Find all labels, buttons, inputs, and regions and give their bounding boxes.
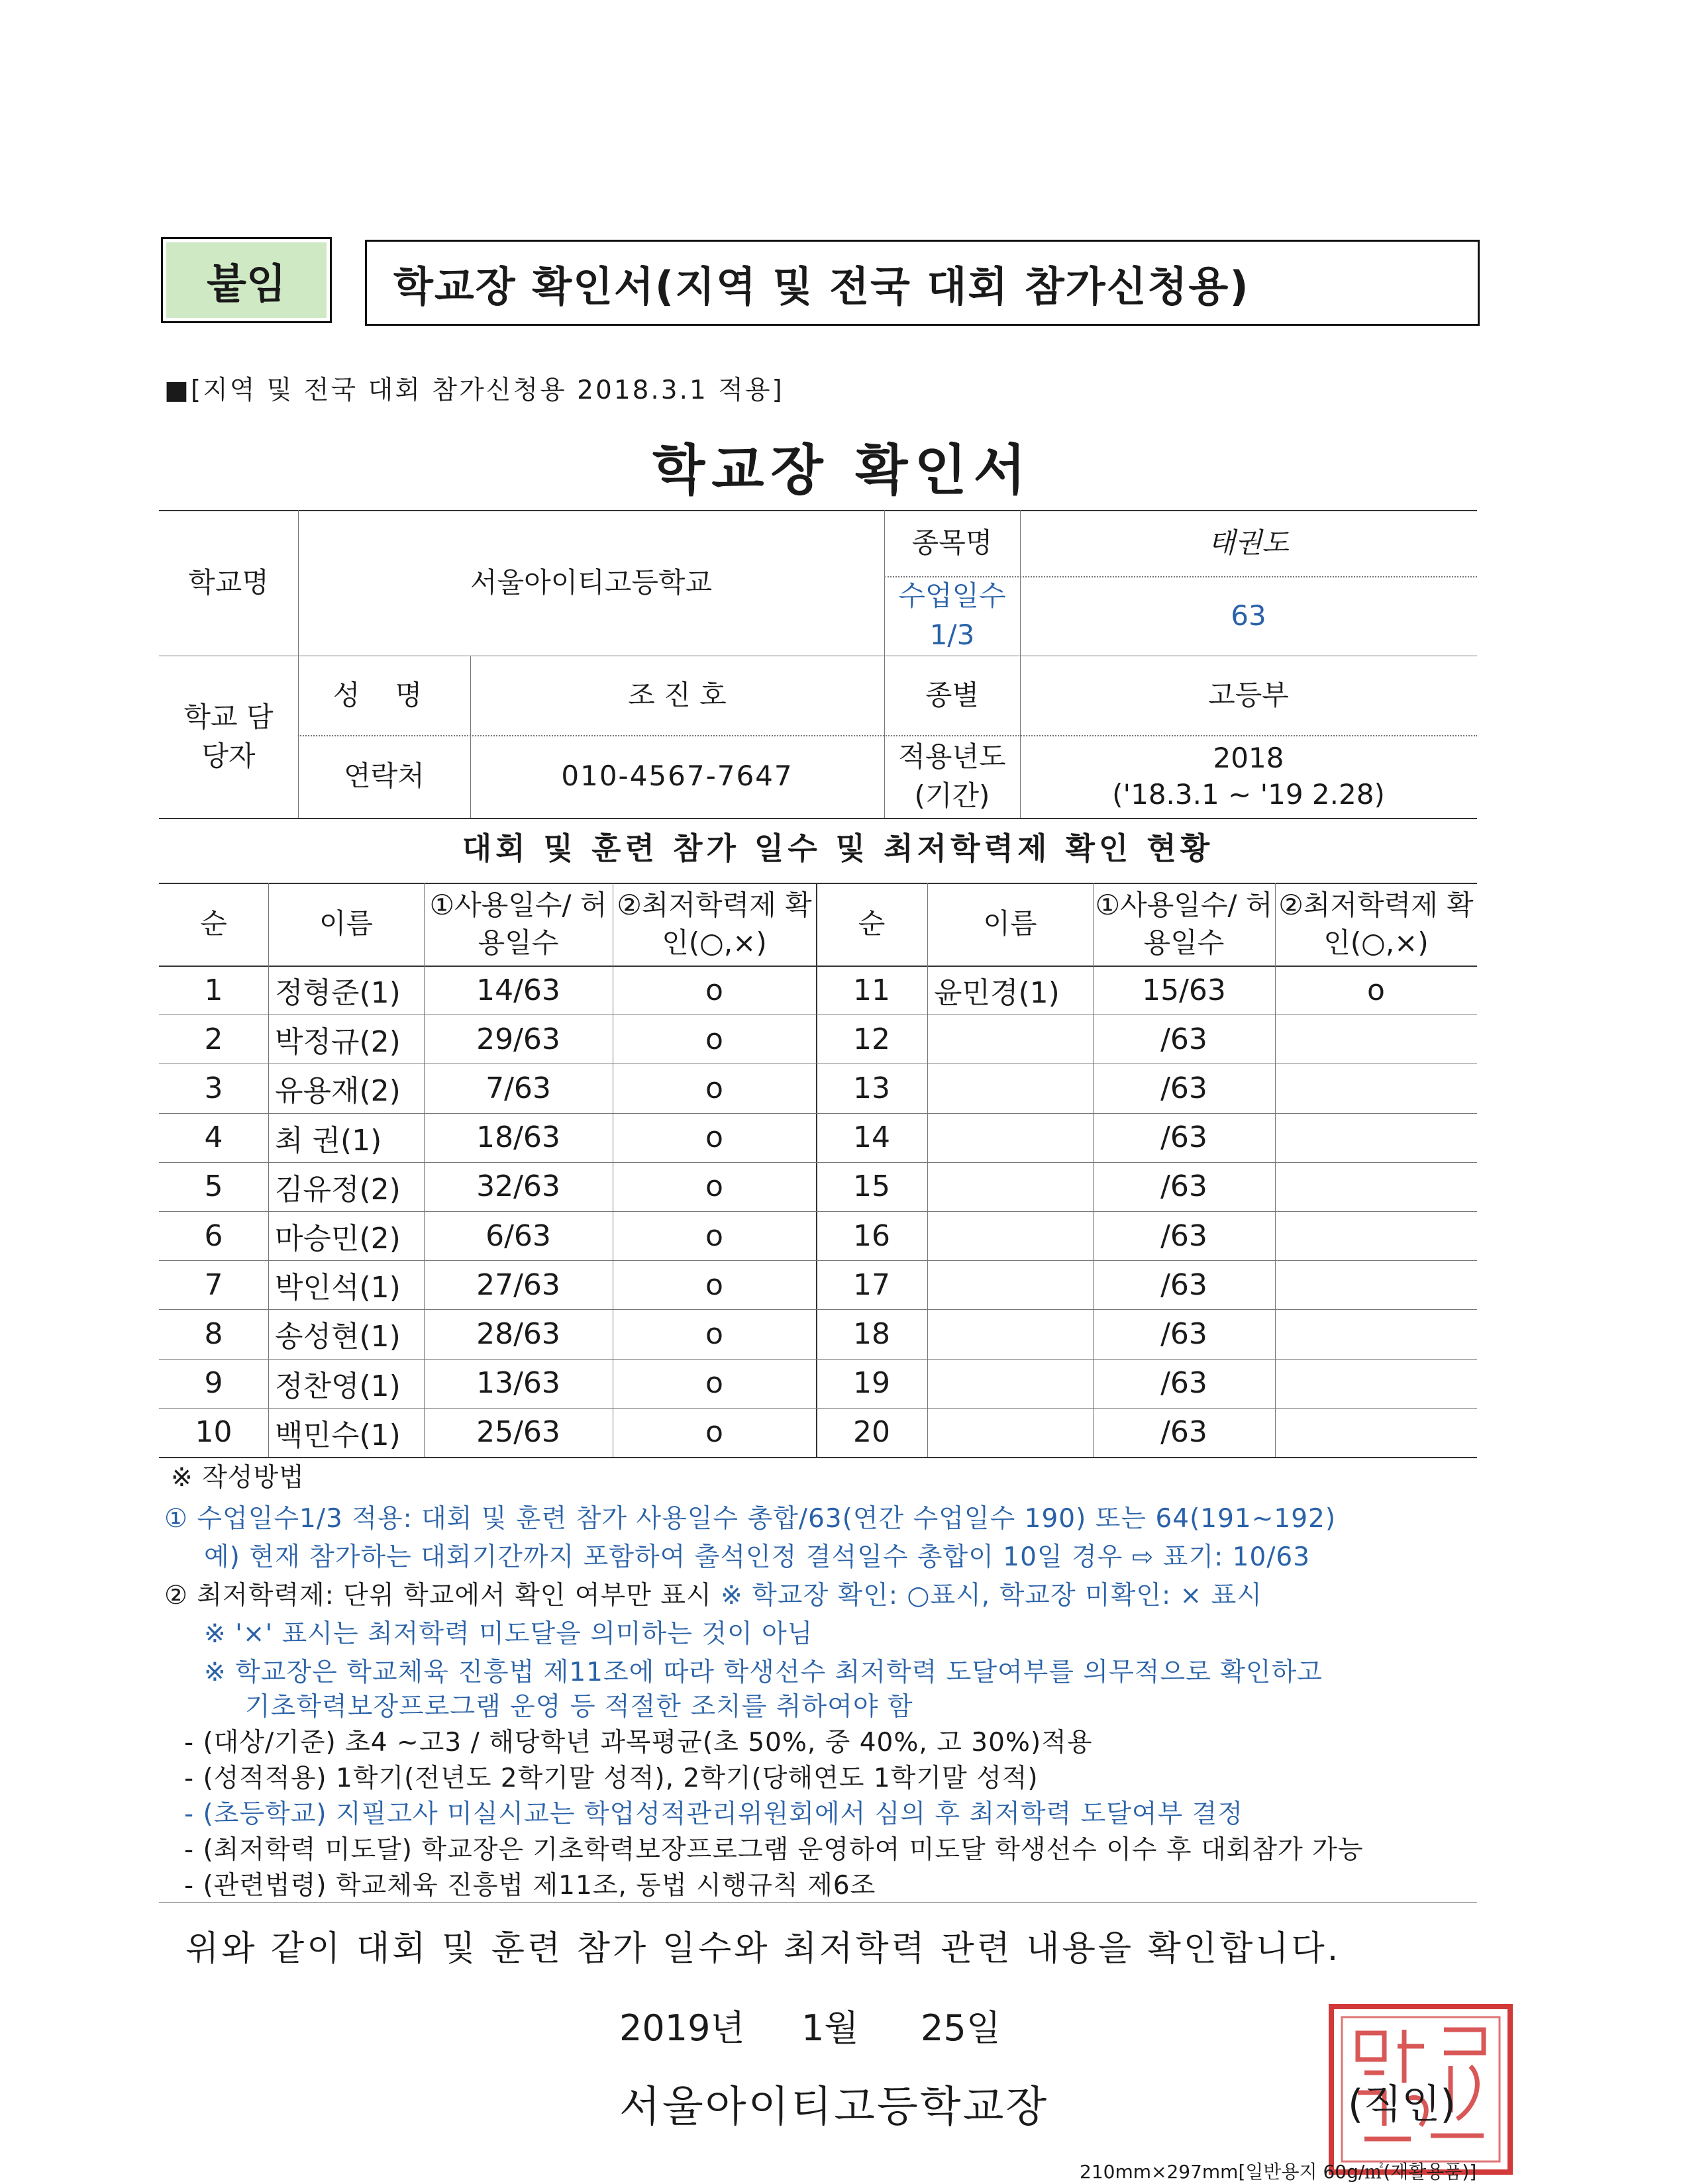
- table-cell-check: [1275, 1408, 1477, 1457]
- table-cell-check: [1275, 1309, 1477, 1358]
- table-cell-days: 29/63: [476, 1022, 560, 1056]
- table-cell-check: o: [705, 1415, 723, 1450]
- note-9: - (관련법령) 학교체육 진흥법 제11조, 동법 시행규칙 제6조: [184, 1871, 876, 1901]
- table-cell-check: o: [705, 1316, 723, 1351]
- table-cell-days: 13/63: [476, 1366, 560, 1401]
- table-cell-days: 15/63: [1142, 973, 1226, 1007]
- table-cell-no: 20: [853, 1415, 890, 1450]
- table-cell-name: 정형준(1): [275, 976, 401, 1011]
- table-cell-name: 마승민(2): [275, 1222, 401, 1256]
- table-cell-name: [927, 1064, 1093, 1113]
- confirmation-statement: 위와 같이 대회 및 훈련 참가 일수와 최저학력 관련 내용을 확인합니다.: [185, 1929, 1341, 1969]
- seal-label: (직인): [1348, 2081, 1456, 2128]
- table-cell-no: 1: [204, 973, 223, 1007]
- table-cell-days: /63: [1160, 1316, 1207, 1351]
- note-4b: 기초학력보장프로그램 운영 등 적절한 조치를 취하여야 함: [245, 1692, 913, 1722]
- table-cell-name: 김유정(2): [275, 1172, 401, 1207]
- header-check-left: ②최저학력제 확인(○,×): [617, 888, 812, 959]
- page-title: 학교장 확인서: [652, 439, 1033, 502]
- table-cell-name: 박인석(1): [275, 1271, 401, 1305]
- principal-name: 서울아이티고등학교장: [619, 2083, 1049, 2132]
- table-cell-name: [927, 1408, 1093, 1457]
- date-day: 25일: [921, 2007, 1001, 2049]
- header-no-right: 순: [858, 907, 886, 940]
- class-days-value: 63: [1231, 599, 1266, 632]
- table-cell-name: [927, 1359, 1093, 1408]
- table-cell-check: [1275, 1064, 1477, 1113]
- table-cell-check: [1275, 1113, 1477, 1162]
- table-cell-no: 2: [204, 1022, 223, 1056]
- table-cell-days: /63: [1160, 1366, 1207, 1401]
- school-name-value: 서울아이티고등학교: [470, 566, 713, 599]
- table-cell-check: o: [705, 1120, 723, 1155]
- table-cell-check: o: [1367, 973, 1385, 1007]
- table-cell-name: [927, 1211, 1093, 1260]
- table-cell-no: 3: [204, 1071, 223, 1105]
- category-label: 종별: [925, 678, 980, 711]
- document-title-box: 학교장 확인서(지역 및 전국 대회 참가신청용): [365, 240, 1480, 326]
- sport-label: 종목명: [911, 526, 993, 559]
- table-cell-no: 15: [853, 1169, 890, 1204]
- year-label: 적용년도 (기간): [898, 740, 1006, 812]
- table-cell-name: [927, 1015, 1093, 1064]
- header-days-right: ①사용일수/ 허용일수: [1095, 888, 1273, 959]
- period-value: ('18.3.1 ~ '19 2.28): [1112, 778, 1385, 811]
- note-5: - (대상/기준) 초4 ~고3 / 해당학년 과목평균(초 50%, 중 40%, 고 30%)적용: [184, 1728, 1093, 1758]
- header-check-right: ②최저학력제 확인(○,×): [1278, 888, 1474, 959]
- note-8: - (최저학력 미도달) 학교장은 기초학력보장프로그램 운영하여 미도달 학생선수 이수 후 대회참가 가능: [184, 1835, 1364, 1865]
- note-4a: ※ 학교장은 학교체육 진흥법 제11조에 따라 학생선수 최저학력 도달여부를 의무적으로 확인하고: [204, 1658, 1323, 1687]
- table-cell-days: 7/63: [485, 1071, 551, 1105]
- table-cell-no: 7: [204, 1267, 223, 1302]
- table-cell-days: 14/63: [476, 973, 560, 1007]
- date-year: 2019년: [619, 2007, 745, 2049]
- table-cell-name: 최 권(1): [275, 1123, 382, 1158]
- table-cell-check: o: [705, 1169, 723, 1204]
- table-cell-check: [1275, 1260, 1477, 1309]
- table-cell-name: [927, 1260, 1093, 1309]
- table-cell-name: 윤민경(1): [934, 976, 1060, 1011]
- phone-value: 010-4567-7647: [561, 760, 793, 793]
- table-cell-days: /63: [1160, 1267, 1207, 1302]
- table-cell-check: o: [705, 1366, 723, 1401]
- year-value: 2018: [1213, 742, 1284, 775]
- table-cell-no: 10: [195, 1415, 232, 1450]
- table-cell-name: [927, 1309, 1093, 1358]
- table-cell-no: 16: [853, 1218, 890, 1253]
- table-cell-name: [927, 1113, 1093, 1162]
- paper-spec-note: 210mm×297mm[일반용지 60g/㎡(재활용품)]: [1080, 2161, 1477, 2183]
- table-cell-check: o: [705, 1071, 723, 1105]
- table-cell-no: 18: [853, 1316, 890, 1351]
- date-month: 1월: [801, 2007, 859, 2049]
- table-cell-days: 27/63: [476, 1267, 560, 1302]
- sport-value: 태권도: [1208, 526, 1289, 559]
- table-cell-check: o: [705, 1267, 723, 1302]
- table-cell-days: /63: [1160, 1022, 1207, 1056]
- table-cell-name: 정찬영(1): [275, 1369, 401, 1403]
- table-cell-check: o: [705, 1218, 723, 1253]
- note-3: ※ '×' 표시는 최저학력 미도달을 의미하는 것이 아님: [204, 1619, 813, 1649]
- note-2-text: [164, 1575, 1262, 1612]
- table-cell-no: 5: [204, 1169, 223, 1204]
- table-cell-no: 12: [853, 1022, 890, 1056]
- note-1a: ① 수업일수1/3 적용: 대회 및 훈련 참가 사용일수 총합/63(연간 수업일수 190) 또는 64(191~192): [164, 1504, 1337, 1534]
- table-cell-days: /63: [1160, 1071, 1207, 1105]
- table-cell-name: 유용재(2): [275, 1074, 401, 1109]
- table-cell-days: 28/63: [476, 1316, 560, 1351]
- attachment-tag-label: 붙임: [166, 242, 327, 318]
- category-value: 고등부: [1208, 678, 1289, 711]
- table-cell-check: o: [705, 1022, 723, 1056]
- attachment-tag: [161, 237, 332, 323]
- table-cell-check: o: [705, 973, 723, 1007]
- table-cell-name: 박정규(2): [275, 1025, 401, 1060]
- table-cell-days: /63: [1160, 1169, 1207, 1204]
- table-cell-no: 8: [204, 1316, 223, 1351]
- table-cell-check: [1275, 1162, 1477, 1211]
- table-cell-no: 11: [853, 973, 890, 1007]
- table-cell-no: 19: [853, 1366, 890, 1401]
- class-days-label: 수업일수 1/3: [898, 579, 1006, 651]
- table-cell-no: 4: [204, 1120, 223, 1155]
- note-7: - (초등학교) 지필고사 미실시교는 학업성적관리위원회에서 심의 후 최저학력 도달여부 결정: [184, 1799, 1244, 1829]
- phone-label: 연락처: [344, 760, 425, 793]
- table-cell-days: 18/63: [476, 1120, 560, 1155]
- table-cell-check: [1275, 1359, 1477, 1408]
- table-cell-name: 송성현(1): [275, 1320, 401, 1354]
- table-cell-no: 13: [853, 1071, 890, 1105]
- table-cell-no: 6: [204, 1218, 223, 1253]
- table-cell-check: [1275, 1211, 1477, 1260]
- table-cell-no: 9: [204, 1366, 223, 1401]
- table-cell-days: /63: [1160, 1415, 1207, 1450]
- header-name-right: 이름: [983, 907, 1037, 940]
- table-cell-days: /63: [1160, 1218, 1207, 1253]
- table-cell-name: 백민수(1): [275, 1418, 401, 1452]
- table-cell-days: 25/63: [476, 1415, 560, 1450]
- table-cell-name: [927, 1162, 1093, 1211]
- table-cell-no: 17: [853, 1267, 890, 1302]
- table-cell-days: 32/63: [476, 1169, 560, 1204]
- header-days-left: ①사용일수/ 허용일수: [429, 888, 607, 959]
- subheader: ■[지역 및 전국 대회 참가신청용 2018.3.1 적용]: [164, 375, 784, 405]
- note-2-mark: ※ 학교장 확인: ○표시, 학교장 미확인: × 표시: [721, 1581, 1262, 1611]
- note-2-main: ② 최저학력제: 단위 학교에서 확인 여부만 표시: [164, 1581, 712, 1611]
- table-cell-check: [1275, 1015, 1477, 1064]
- note-1b: 예) 현재 참가하는 대회기간까지 포함하여 출석인정 결석일수 총합이 10일 경우 ⇨ 표기: 10/63: [204, 1542, 1311, 1572]
- name-value: 조 진 호: [628, 678, 727, 711]
- table-cell-days: /63: [1160, 1120, 1207, 1155]
- table-cell-days: 6/63: [485, 1218, 551, 1253]
- notes-heading: ※ 작성방법: [171, 1463, 305, 1493]
- header-no-left: 순: [200, 907, 227, 940]
- header-name-left: 이름: [319, 907, 374, 940]
- progress-title: 대회 및 훈련 참가 일수 및 최저학력제 확인 현황: [462, 830, 1214, 866]
- table-cell-no: 14: [853, 1120, 890, 1155]
- school-name-label: 학교명: [188, 566, 269, 599]
- contact-person-label: 학교 담당자: [183, 700, 274, 772]
- name-label: 성 명: [332, 678, 436, 711]
- note-6: - (성적적용) 1학기(전년도 2학기말 성적), 2학기(당해연도 1학기말 성적): [184, 1763, 1039, 1793]
